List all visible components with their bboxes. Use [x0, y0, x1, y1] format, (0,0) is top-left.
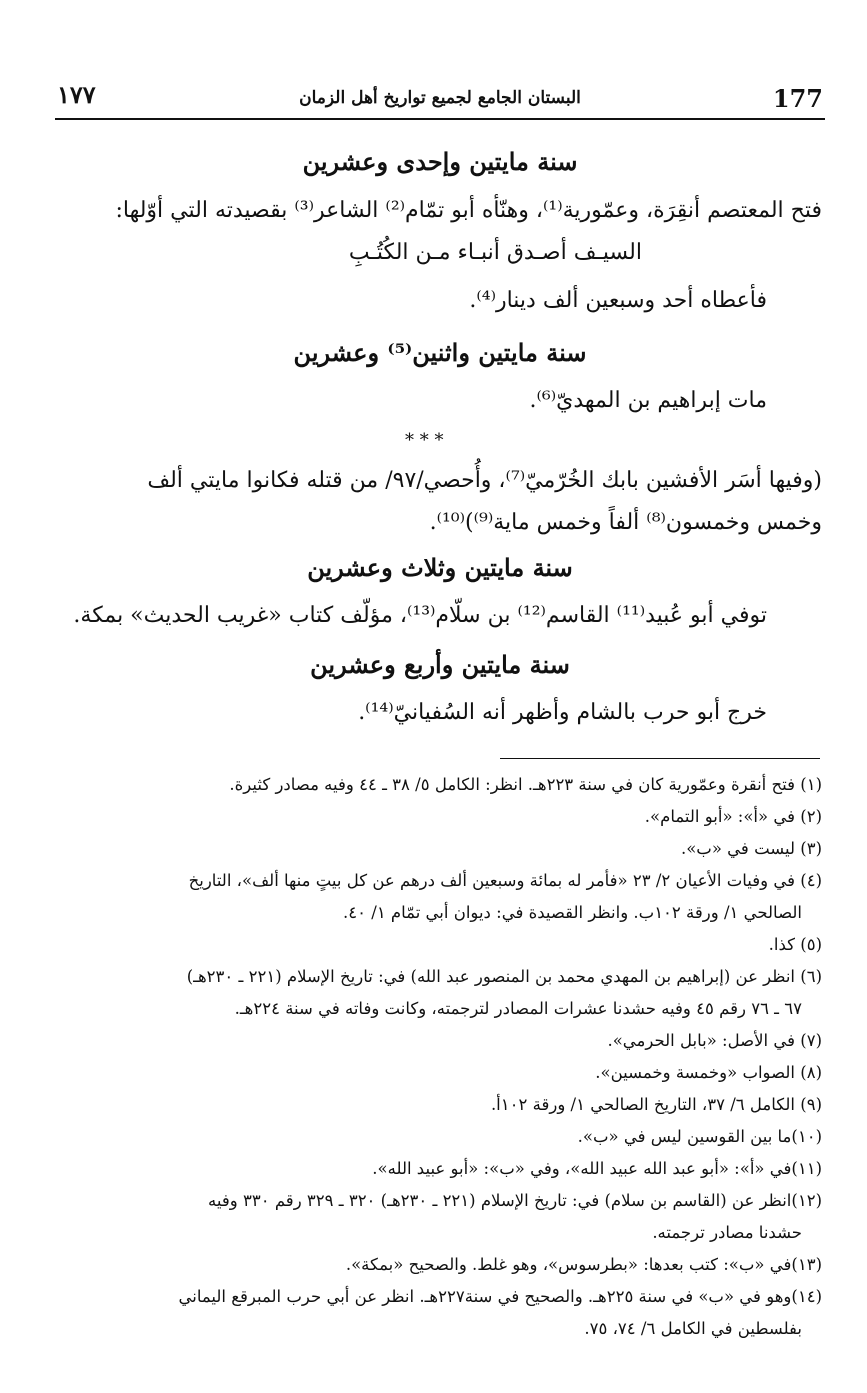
paragraph-222-line1: مات إبراهيم بن المهديّ⁽⁶⁾.	[529, 388, 767, 413]
paragraph-222-line2: (وفيها أسَر الأفشين بابك الخُرّميّ⁽⁷⁾، وأُحصي/٩٧/ من قتله فكانوا مايتي ألف	[147, 468, 822, 493]
paragraph-224-line1: خرج أبو حرب بالشام وأظهر أنه السُفيانيّ⁽¹⁴⁾.	[358, 700, 767, 725]
section-heading-222: سنة مايتين واثنين⁽⁵⁾ وعشرين	[293, 338, 587, 367]
footnote-7: (٧) في الأصل: «بابل الحرمي».	[607, 1031, 822, 1050]
footnote-3: (٣) ليست في «ب».	[680, 839, 822, 858]
footnote-8: (٨) الصواب «وخمسة وخمسين».	[595, 1063, 822, 1082]
page-number-latin: 177	[772, 84, 823, 113]
footnote-13: (١٣)في «ب»: كتب بعدها: «بطرسوس»، وهو غلط. والصحيح «بمكة».	[345, 1255, 822, 1274]
footnote-12-cont: حشدنا مصادر ترجمته.	[652, 1223, 802, 1242]
verse-line: السيـف أصـدق أنبـاء مـن الكُتُـبِ	[348, 240, 642, 265]
paragraph-221-line2: فأعطاه أحد وسبعين ألف دينار⁽⁴⁾.	[469, 288, 767, 313]
running-title: البستان الجامع لجميع تواريخ أهل الزمان	[299, 88, 581, 108]
footnote-6-cont: ٦٧ ـ ٧٦ رقم ٤٥ وفيه حشدنا عشرات المصادر لترجمته، وكانت وفاته في سنة ٢٢٤هـ.	[234, 999, 802, 1018]
footnote-5: (٥) كذا.	[768, 935, 822, 954]
section-divider-stars: * * *	[405, 430, 444, 451]
footnote-9: (٩) الكامل ٦/ ٣٧، التاريخ الصالحي ١/ ورقة ١٠٢أ.	[490, 1095, 822, 1114]
footnote-11: (١١)في «أ»: «أبو عبد الله عبيد الله»، وفي «ب»: «أبو عبيد الله».	[372, 1159, 822, 1178]
section-heading-223: سنة مايتين وثلاث وعشرين	[307, 553, 573, 582]
paragraph-221-line1: فتح المعتصم أنقِرَة، وعمّورية⁽¹⁾، وهنّأه أبو تمّام⁽²⁾ الشاعر⁽³⁾ بقصيدته التي أوّلها:	[115, 198, 822, 223]
paragraph-222-line3: وخمس وخمسون⁽⁸⁾ ألفاً وخمس ماية⁽⁹⁾)⁽¹⁰⁾.	[429, 510, 822, 535]
footnote-4-cont: الصالحي ١/ ورقة ١٠٢ب. وانظر القصيدة في: ديوان أبي تمّام ١/ ٤٠.	[343, 903, 802, 922]
footnote-2: (٢) في «أ»: «أبو التمام».	[644, 807, 822, 826]
footnote-10: (١٠)ما بين القوسين ليس في «ب».	[577, 1127, 822, 1146]
footnote-14-cont: بفلسطين في الكامل ٦/ ٧٤، ٧٥.	[584, 1319, 802, 1338]
page-number-arabic: ١٧٧	[57, 80, 96, 109]
footnote-4: (٤) في وفيات الأعيان ٢/ ٢٣ «فأمر له بمائة وسبعين ألف درهم عن كل بيتٍ منها ألف»، التاريخ	[188, 871, 822, 890]
page-header	[55, 78, 825, 120]
footnote-separator	[500, 758, 820, 759]
footnote-12: (١٢)انظر عن (القاسم بن سلام) في: تاريخ الإسلام (٢٢١ ـ ٢٣٠هـ) ٣٢٠ ـ ٣٢٩ رقم ٣٣٠ وفيه	[208, 1191, 822, 1210]
footnote-6: (٦) انظر عن (إبراهيم بن المهدي محمد بن المنصور عبد الله) في: تاريخ الإسلام (٢٢١ ـ ٢٣٠هـ)	[186, 967, 822, 986]
paragraph-223-line1: توفي أبو عُبيد⁽¹¹⁾ القاسم⁽¹²⁾ بن سلّام⁽¹³⁾، مؤلّف كتاب «غريب الحديث» بمكة.	[73, 603, 767, 628]
section-heading-224: سنة مايتين وأربع وعشرين	[310, 650, 570, 679]
footnote-1: (١) فتح أنقرة وعمّورية كان في سنة ٢٢٣هـ. انظر: الكامل ٥/ ٣٨ ـ ٤٤ وفيه مصادر كثيرة.	[229, 775, 822, 794]
footnote-14: (١٤)وهو في «ب» في سنة ٢٢٥هـ. والصحيح في سنة٢٢٧هـ. انظر عن أبي حرب المبرقع اليماني	[178, 1287, 822, 1306]
section-heading-221: سنة مايتين وإحدى وعشرين	[302, 147, 578, 176]
